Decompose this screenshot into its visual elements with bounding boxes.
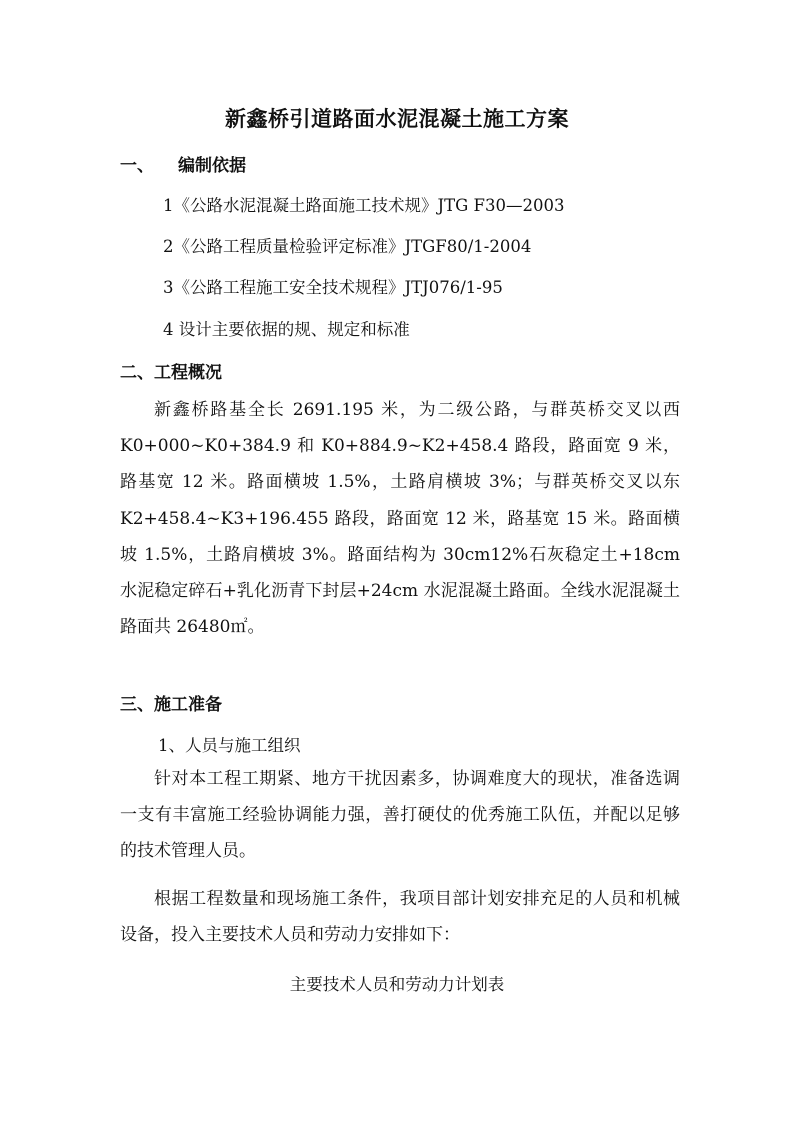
personnel-paragraph: 针对本工程工期紧、地方干扰因素多，协调难度大的现状，准备选调一支有丰富施工经验协调能力强，善打硬仗的优秀施工队伍，并配以足够的技术管理人员。	[120, 769, 680, 862]
resources-paragraph: 根据工程数量和现场施工条件，我项目部计划安排充足的人员和机械设备，投入主要技术人员和劳动力安排如下：	[120, 889, 680, 946]
project-overview-paragraph: 新鑫桥路基全长 2691.195 米，为二级公路，与群英桥交叉以西 K0+000~K0+384.9 和 K0+884.9~K2+458.4 路段，路面宽 9 米，路基宽 12 米。路面横坡 1.5%，土路肩横坡 3%；与群英桥交叉以东 K2+458.4~K3+196.455 路段，路面宽 12 米，路基宽 15 米。路面横坡 1.5%，土路肩横坡 3%。路面结构为 30cm12%石灰稳定土+18cm 水泥稳定碎石+乳化沥青下封层+24cm 水泥混凝土路面。全线水泥混凝土路面共 26480㎡。	[120, 400, 680, 638]
reference-item-4: 4 设计主要依据的规、规定和标准	[163, 320, 410, 339]
reference-item-2: 2《公路工程质量检验评定标准》JTGF80/1-2004	[163, 237, 532, 256]
section-1-heading	[120, 151, 246, 176]
reference-item-1: 1《公路水泥混凝土路面施工技术规》JTG F30—2003	[163, 196, 565, 215]
subsection-personnel-heading: 1、人员与施工组织	[158, 736, 301, 755]
section-2-heading: 二、工程概况	[120, 363, 222, 383]
document-title: 新鑫桥引道路面水泥混凝土施工方案	[225, 106, 569, 131]
reference-item-3: 3《公路工程施工安全技术规程》JTJ076/1-95	[163, 278, 503, 297]
table-caption: 主要技术人员和劳动力计划表	[289, 975, 505, 994]
section-1-number: 一、	[120, 156, 154, 176]
section-1-title: 编制依据	[178, 156, 246, 176]
section-3-heading: 三、施工准备	[120, 695, 222, 715]
